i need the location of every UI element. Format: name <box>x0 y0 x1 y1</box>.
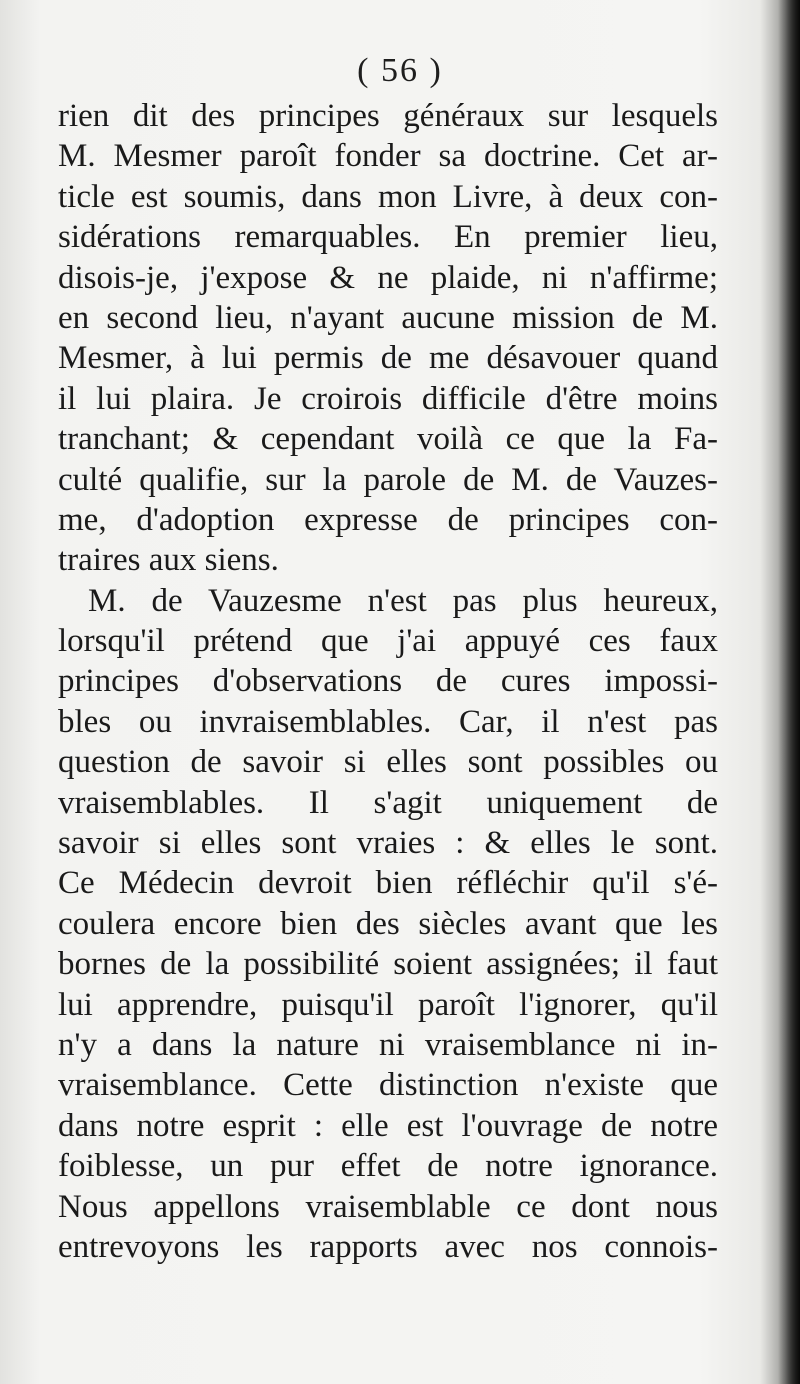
text-line: Ce Médecin devroit bien réfléchir qu'il s'é- <box>58 865 718 902</box>
text-line: lui apprendre, puisqu'il paroît l'ignorer, qu'il <box>58 986 718 1023</box>
text-line: tranchant; & cependant voilà ce que la Fa- <box>58 421 718 458</box>
text-line: question de savoir si elles sont possibles ou <box>58 744 718 781</box>
text-line: M. de Vauzesme n'est pas plus heureux, <box>88 582 718 619</box>
page-number: ( 56 ) <box>357 52 443 89</box>
text-line: il lui plaira. Je croirois difficile d'être moins <box>58 380 718 417</box>
text-line: sidérations remarquables. En premier lieu, <box>58 219 718 256</box>
text-line: Nous appellons vraisemblable ce dont nous <box>58 1188 718 1225</box>
text-line: rien dit des principes généraux sur lesquels <box>58 98 718 134</box>
text-line: traires aux siens. <box>58 542 279 579</box>
text-line: bles ou invraisemblables. Car, il n'est pas <box>58 703 718 740</box>
text-line: bornes de la possibilité soient assignées; il faut <box>58 946 718 983</box>
text-line: disois-je, j'expose & ne plaide, ni n'affirme; <box>58 259 718 296</box>
text-line: ticle est soumis, dans mon Livre, à deux con- <box>58 178 718 215</box>
text-line: vraisemblables. Il s'agit uniquement de <box>58 784 718 821</box>
text-line: principes d'observations de cures impossi- <box>58 663 718 700</box>
text-line: Mesmer, à lui permis de me désavouer quand <box>58 340 718 377</box>
text-line: lorsqu'il prétend que j'ai appuyé ces faux <box>58 623 718 660</box>
text-line: vraisemblance. Cette distinction n'existe que <box>58 1067 718 1104</box>
text-line: dans notre esprit : elle est l'ouvrage de notre <box>58 1107 718 1144</box>
page-body-text <box>58 96 718 1267</box>
text-line: n'y a dans la nature ni vraisemblance ni in- <box>58 1026 718 1063</box>
text-line: foiblesse, un pur effet de notre ignorance. <box>58 1148 718 1185</box>
text-line: coulera encore bien des siècles avant que les <box>58 905 718 942</box>
text-line: savoir si elles sont vraies : & elles le sont. <box>58 825 718 862</box>
text-line: me, d'adoption expresse de principes con- <box>58 501 718 538</box>
text-line: M. Mesmer paroît fonder sa doctrine. Cet ar- <box>58 138 718 175</box>
text-line: en second lieu, n'ayant aucune mission de M. <box>58 299 718 336</box>
binding-shadow <box>778 0 800 1384</box>
text-line: culté qualifie, sur la parole de M. de Vauzes- <box>58 461 718 498</box>
text-line: entrevoyons les rapports avec nos connois- <box>58 1228 718 1265</box>
